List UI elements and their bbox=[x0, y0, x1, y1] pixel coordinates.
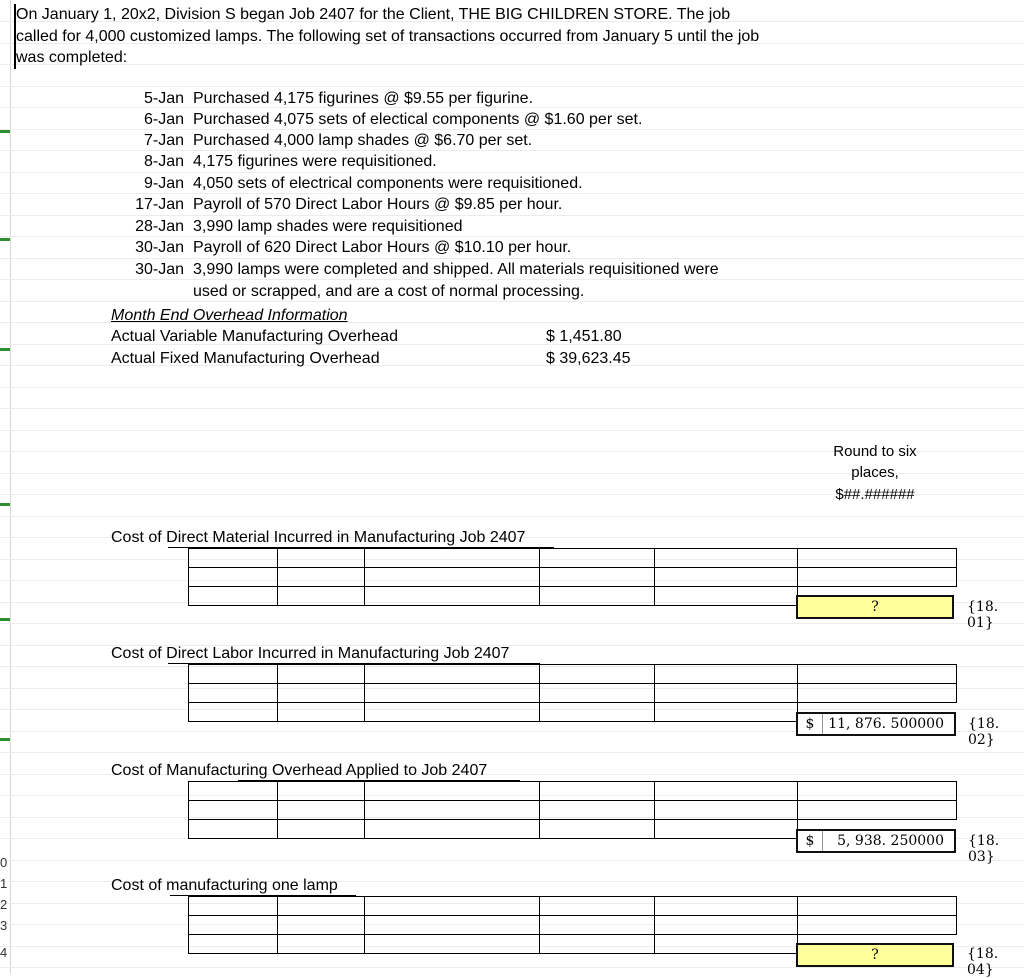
question-code: {18. 02} bbox=[968, 716, 1000, 748]
row-number: 1 bbox=[0, 876, 8, 891]
transaction-date: 6-Jan bbox=[143, 111, 184, 128]
answer-input[interactable] bbox=[796, 829, 956, 853]
transaction-date: 9-Jan bbox=[143, 175, 184, 192]
row-number: 3 bbox=[0, 918, 8, 933]
transaction-date: 5-Jan bbox=[143, 90, 184, 107]
sheet-gridline bbox=[0, 430, 1024, 431]
transaction-date: 8-Jan bbox=[143, 153, 184, 170]
transaction-text: 4,175 figurines were requisitioned. bbox=[193, 153, 437, 170]
transaction-text: Payroll of 620 Direct Labor Hours @ $10.10 per hour. bbox=[193, 239, 572, 256]
sheet-gridline bbox=[0, 516, 1024, 517]
sheet-gridline bbox=[0, 258, 1024, 259]
section-title: Cost of Direct Material Incurred in Manufacturing Job 2407 bbox=[111, 529, 526, 546]
question-code: {18. 01} bbox=[967, 599, 999, 631]
transaction-text: Purchased 4,000 lamp shades @ $6.70 per set. bbox=[193, 132, 533, 149]
transaction-date: 30-Jan bbox=[135, 261, 184, 278]
sheet-gridline bbox=[0, 623, 1024, 624]
overhead-heading: Month End Overhead Information bbox=[111, 307, 348, 324]
fixed-overhead-value: $ 39,623.45 bbox=[546, 350, 631, 367]
row-marker bbox=[0, 238, 10, 241]
sheet-gridline bbox=[0, 387, 1024, 388]
row-marker bbox=[0, 348, 10, 351]
section-title: Cost of Direct Labor Incurred in Manufacturing Job 2407 bbox=[111, 645, 510, 662]
variable-overhead-label: Actual Variable Manufacturing Overhead bbox=[111, 328, 398, 345]
transaction-continuation: used or scrapped, and are a cost of normal processing. bbox=[193, 283, 585, 300]
row-number: 0 bbox=[0, 855, 8, 870]
answer-input[interactable]: ? bbox=[796, 595, 954, 619]
problem-intro: On January 1, 20x2, Division S began Job 2407 for the Client, THE BIG CHILDREN STORE. The job called for 4,000 customized lamps. The following set of transactions occurred from January 5 until the job was completed: bbox=[14, 4, 776, 69]
sheet-gridline bbox=[0, 236, 1024, 237]
transaction-text: Purchased 4,175 figurines @ $9.55 per figurine. bbox=[193, 90, 534, 107]
sheet-gridline bbox=[0, 279, 1024, 280]
row-marker bbox=[0, 130, 10, 133]
sheet-gridline bbox=[0, 752, 1024, 753]
question-code: {18. 04} bbox=[967, 946, 999, 978]
sheet-gridline bbox=[0, 172, 1024, 173]
row-number: 4 bbox=[0, 945, 8, 960]
sheet-gridline bbox=[0, 86, 1024, 87]
row-marker bbox=[0, 503, 10, 506]
fixed-overhead-label: Actual Fixed Manufacturing Overhead bbox=[111, 350, 380, 367]
sheet-gridline bbox=[0, 967, 1024, 968]
sheet-gridline bbox=[0, 408, 1024, 409]
answer-input[interactable]: ? bbox=[796, 943, 954, 967]
transaction-text: 3,990 lamp shades were requisitioned bbox=[193, 218, 463, 235]
sheet-gridline bbox=[0, 215, 1024, 216]
transaction-text: Payroll of 570 Direct Labor Hours @ $9.85 per hour. bbox=[193, 196, 563, 213]
answer-input[interactable] bbox=[796, 712, 956, 736]
section-title: Cost of Manufacturing Overhead Applied to Job 2407 bbox=[111, 762, 488, 779]
currency-symbol: $ bbox=[798, 831, 823, 851]
row-marker bbox=[0, 738, 10, 741]
transaction-text: 4,050 sets of electrical components were requisitioned. bbox=[193, 175, 583, 192]
currency-symbol: $ bbox=[798, 714, 823, 734]
sheet-gridline bbox=[0, 150, 1024, 151]
transaction-date: 17-Jan bbox=[135, 196, 184, 213]
row-header-column bbox=[0, 0, 11, 974]
answer-value: 11, 876. 500000 bbox=[828, 716, 944, 732]
rounding-note-line: Round to six bbox=[833, 443, 917, 460]
question-code: {18. 03} bbox=[968, 833, 1000, 865]
answer-value: 5, 938. 250000 bbox=[837, 833, 944, 849]
section-title: Cost of manufacturing one lamp bbox=[111, 877, 338, 894]
rounding-note-line: places, bbox=[851, 464, 899, 481]
sheet-gridline bbox=[0, 193, 1024, 194]
transaction-text: 3,990 lamps were completed and shipped. All materials requisitioned were bbox=[193, 261, 719, 278]
transaction-date: 28-Jan bbox=[135, 218, 184, 235]
sheet-gridline bbox=[0, 301, 1024, 302]
row-number: 2 bbox=[0, 897, 8, 912]
row-marker bbox=[0, 618, 10, 621]
variable-overhead-value: $ 1,451.80 bbox=[546, 328, 622, 345]
transaction-text: Purchased 4,075 sets of electical components @ $1.60 per set. bbox=[193, 111, 643, 128]
sheet-gridline bbox=[0, 129, 1024, 130]
transaction-date: 7-Jan bbox=[143, 132, 184, 149]
sheet-gridline bbox=[0, 860, 1024, 861]
transaction-date: 30-Jan bbox=[135, 239, 184, 256]
rounding-note-line: $##.###### bbox=[835, 486, 915, 503]
